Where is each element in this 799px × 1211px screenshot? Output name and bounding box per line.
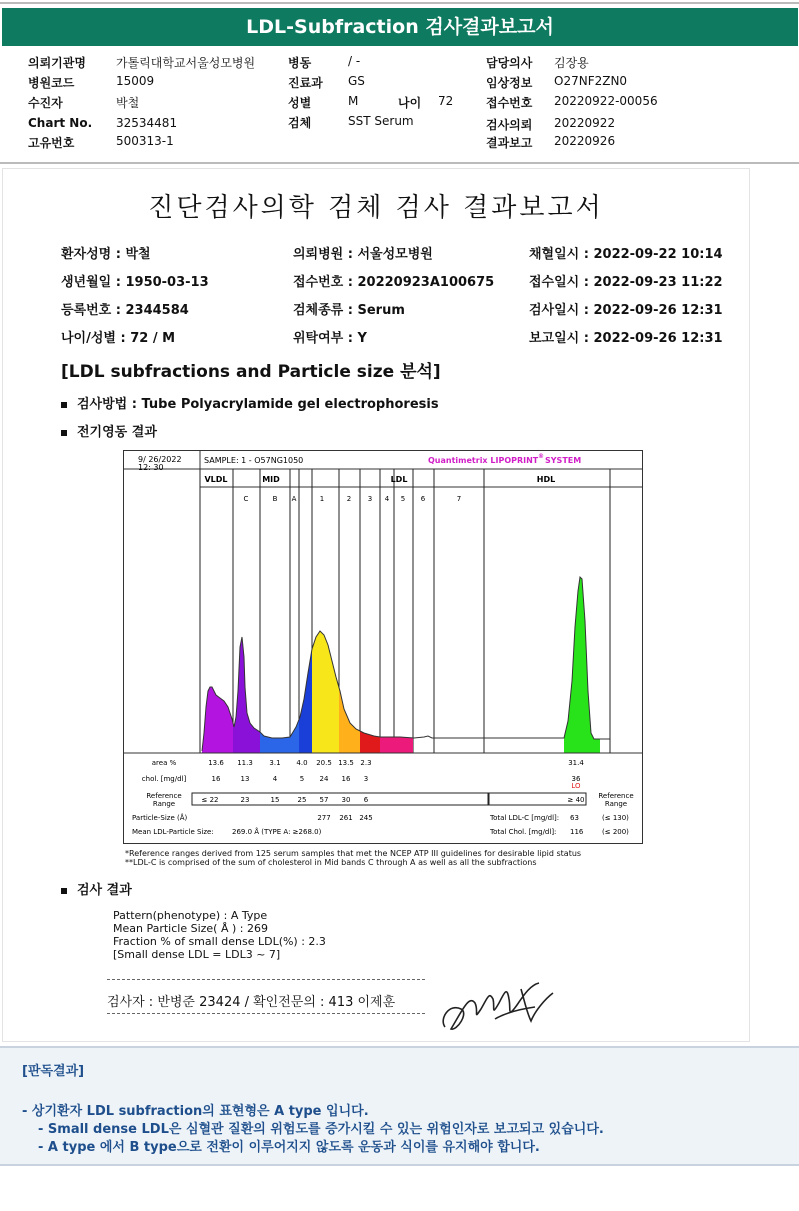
meta-value: 김장용 <box>554 56 589 70</box>
top-divider <box>0 2 799 4</box>
particle-size-value: 277 <box>317 814 331 822</box>
info-collect-time: 채혈일시 : 2022-09-22 10:14 <box>529 247 723 262</box>
method-text: 검사방법 : Tube Polyacrylamide gel electrophoresis <box>77 397 439 412</box>
fraction-area <box>564 577 600 753</box>
area-value: 3.1 <box>269 759 281 767</box>
electro-title: 전기영동 결과 <box>77 425 157 440</box>
result-line: Fraction % of small dense LDL(%) : 2.3 <box>113 935 326 948</box>
panel-title: [판독결과] <box>22 1064 85 1079</box>
info-hospital: 의뢰병원 : 서울성모병원 <box>293 247 433 262</box>
meta-key: 고유번호 <box>28 136 75 150</box>
info-receive-time: 접수일시 : 2022-09-23 11:22 <box>529 275 723 290</box>
chol-value: 3 <box>363 775 369 783</box>
row-label-chol: chol. [mg/dl] <box>141 775 187 783</box>
meta-value: 박철 <box>116 96 140 110</box>
panel-line: - Small dense LDL은 심혈관 질환의 위험도를 증가시킬 수 있는 위험인자로 보고되고 있습니다. <box>38 1122 604 1137</box>
meta-value: 가톨릭대학교서울성모병원 <box>116 56 256 70</box>
area-value: 4.0 <box>296 759 308 767</box>
ref-value: ≤ 22 <box>201 796 219 804</box>
meta-key: 접수번호 <box>486 96 533 110</box>
mean-size-value: 269.0 Å (TYPE A: ≥268.0) <box>232 828 322 836</box>
section-title: [LDL subfractions and Particle size 분석] <box>61 362 441 382</box>
chart-svg <box>124 451 642 843</box>
electro-heading <box>61 421 157 440</box>
result-line: Pattern(phenotype) : A Type <box>113 909 268 922</box>
meta-value: O27NF2ZN0 <box>554 74 628 88</box>
info-report-time: 보고일시 : 2022-09-26 12:31 <box>529 331 723 346</box>
band-label: 4 <box>384 495 390 503</box>
band-label: 6 <box>420 495 426 503</box>
meta-key: 병동 <box>288 56 312 70</box>
band-label: B <box>272 495 278 503</box>
meta-value: 15009 <box>116 74 155 88</box>
info-specimen: 검체종류 : Serum <box>293 303 405 318</box>
chol-value: 5 <box>299 775 305 783</box>
meta-value: M <box>348 94 359 108</box>
band-label: 3 <box>367 495 373 503</box>
row-label-area: area % <box>151 759 177 767</box>
area-value: 13.6 <box>208 759 224 767</box>
meta-value: 20220922-00056 <box>554 94 658 108</box>
total-chol-ref: (≤ 200) <box>602 828 629 836</box>
meta-value: / - <box>348 54 361 68</box>
total-chol-value: 116 <box>570 828 584 836</box>
meta-key: 의뢰기관명 <box>28 56 86 70</box>
chol-value: 4 <box>272 775 278 783</box>
ref-value: 23 <box>240 796 250 804</box>
page-header <box>2 8 798 46</box>
meta-divider <box>0 162 799 164</box>
meta-key: 임상정보 <box>486 76 533 90</box>
footnote-1: *Reference ranges derived from 125 serum samples that met the NCEP ATP III guidelines for desirable lipid status <box>125 849 582 858</box>
chol-value: 24 <box>319 775 329 783</box>
info-referral: 위탁여부 : Y <box>293 331 367 346</box>
handwritten-signature <box>435 969 565 1039</box>
age-label: 나이 <box>398 96 422 110</box>
total-ldl-label: Total LDL-C [mg/dl]: <box>490 814 560 822</box>
band-label: 7 <box>456 495 462 503</box>
row-label-ps: Particle-Size (Å) <box>132 814 188 822</box>
chart-brand-reg: ® <box>538 453 544 460</box>
signature-line: 검사자 : 반병준 23424 / 확인전문의 : 413 이제훈 <box>107 995 396 1010</box>
meta-key: 진료과 <box>288 76 323 90</box>
ref-value: 30 <box>341 796 351 804</box>
ref-value: 57 <box>319 796 329 804</box>
chol-value: 16 <box>211 775 221 783</box>
fraction-area <box>380 737 413 753</box>
chart-time: 12: 30 <box>138 463 164 472</box>
report-title: 진단검사의학 검체 검사 결과보고서 <box>148 193 604 223</box>
group-label: HDL <box>536 475 556 484</box>
fraction-area <box>233 637 260 753</box>
meta-key: 검사의뢰 <box>486 118 533 132</box>
ref-box-ldl <box>192 793 489 805</box>
meta-value: GS <box>348 74 365 88</box>
meta-value: 500313-1 <box>116 134 174 148</box>
ref-value: 25 <box>297 796 307 804</box>
ref-right-label: Reference <box>598 792 634 800</box>
age-value: 72 <box>438 94 454 108</box>
result-line: Mean Particle Size( Å ) : 269 <box>113 922 268 935</box>
area-value: 20.5 <box>316 759 332 767</box>
meta-key: 담당의사 <box>486 56 533 70</box>
meta-key: 수진자 <box>28 96 63 110</box>
info-age-sex: 나이/성별 : 72 / M <box>61 331 176 346</box>
signature-rule-bottom <box>107 1013 425 1014</box>
group-label: LDL <box>390 475 408 484</box>
info-patient-name: 환자성명 : 박철 <box>61 247 151 262</box>
panel-line: - A type 에서 B type으로 전환이 이루어지지 않도록 운동과 식이를 유지해야 합니다. <box>38 1140 540 1155</box>
chart-date: 9/ 26/2022 <box>138 455 182 464</box>
result-heading <box>61 879 132 898</box>
panel-line: - 상기환자 LDL subfraction의 표현형은 A type 입니다. <box>22 1104 369 1119</box>
meta-value: 20220922 <box>554 116 616 130</box>
lipoprint-chart <box>123 450 643 844</box>
trace-line <box>202 577 610 751</box>
group-label: MID <box>262 475 280 484</box>
signature-rule-top <box>107 979 425 980</box>
band-label: A <box>291 495 297 503</box>
fraction-area <box>260 732 290 753</box>
area-value: 13.5 <box>338 759 354 767</box>
footnote-2: **LDL-C is comprised of the sum of cholesterol in Mid bands C through A as well as all the subfractions <box>125 858 537 867</box>
ref-value: 15 <box>270 796 280 804</box>
chol-value: 13 <box>240 775 250 783</box>
meta-key: 결과보고 <box>486 136 533 150</box>
particle-size-value: 261 <box>339 814 353 822</box>
interpretation-panel <box>0 1046 799 1166</box>
info-birth: 생년월일 : 1950-03-13 <box>61 275 209 290</box>
row-label-ref-2: Range <box>152 800 176 808</box>
row-label-mean: Mean LDL-Particle Size: <box>132 828 214 836</box>
group-label: VLDL <box>204 475 228 484</box>
ref-value: ≥ 40 <box>567 796 585 804</box>
meta-value: 32534481 <box>116 116 178 130</box>
band-label: 5 <box>400 495 406 503</box>
band-label: 2 <box>346 495 352 503</box>
ref-value: 6 <box>363 796 369 804</box>
fraction-area <box>202 687 233 753</box>
bullet-icon <box>61 430 67 436</box>
result-line: [Small dense LDL = LDL3 ~ 7] <box>113 948 281 961</box>
chart-brand: Quantimetrix LIPOPRINT <box>428 456 539 465</box>
result-title: 검사 결과 <box>77 883 132 898</box>
chol-value: 16 <box>341 775 351 783</box>
chol-value: 36 <box>571 775 581 783</box>
meta-key: Chart No. <box>28 116 93 130</box>
area-value: 2.3 <box>360 759 372 767</box>
particle-size-value: 245 <box>359 814 373 822</box>
info-test-time: 검사일시 : 2022-09-26 12:31 <box>529 303 723 318</box>
band-label: 1 <box>319 495 325 503</box>
info-accession: 접수번호 : 20220923A100675 <box>293 275 495 290</box>
method-line <box>61 393 439 412</box>
meta-key: 병원코드 <box>28 76 75 90</box>
page-title: LDL-Subfraction 검사결과보고서 <box>246 16 554 38</box>
fraction-area <box>290 720 299 754</box>
bullet-icon <box>61 888 67 894</box>
total-ldl-ref: (≤ 130) <box>602 814 629 822</box>
fraction-area <box>339 688 360 754</box>
meta-key: 검체 <box>288 116 312 130</box>
meta-key: 성별 <box>288 96 312 110</box>
chart-sample: SAMPLE: 1 - O57NG1050 <box>204 456 304 465</box>
area-value: 11.3 <box>237 759 253 767</box>
hdl-flag: LO <box>571 782 581 790</box>
area-value: 31.4 <box>568 759 584 767</box>
chart-brand-tail: SYSTEM <box>545 456 582 465</box>
ref-right-label-2: Range <box>604 800 628 808</box>
info-reg-no: 등록번호 : 2344584 <box>61 303 189 318</box>
bullet-icon <box>61 402 67 408</box>
band-label: C <box>243 495 249 503</box>
fraction-area <box>312 631 339 753</box>
total-ldl-value: 63 <box>570 814 579 822</box>
report-sheet <box>2 168 750 1042</box>
fraction-area <box>299 649 312 753</box>
meta-value: 20220926 <box>554 134 616 148</box>
total-chol-label: Total Chol. [mg/dl]: <box>490 828 557 836</box>
meta-value: SST Serum <box>348 114 414 128</box>
row-label-ref: Reference <box>146 792 182 800</box>
